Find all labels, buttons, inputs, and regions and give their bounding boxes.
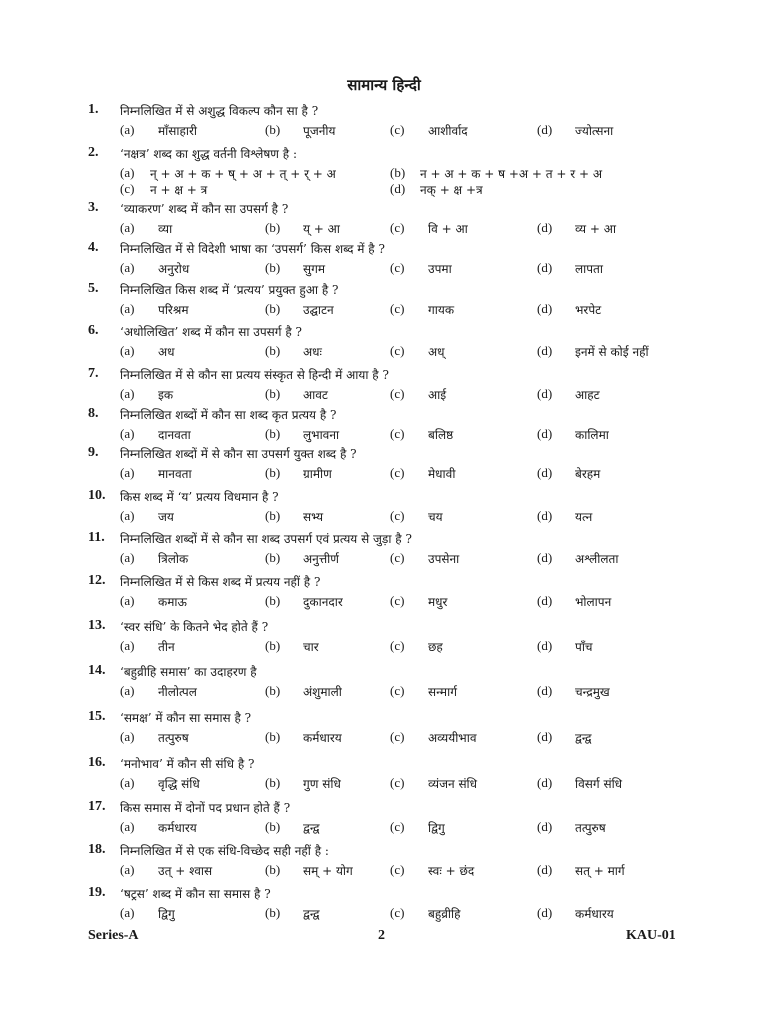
- option-text: बलिष्ठ: [428, 428, 454, 442]
- option-label: (a): [120, 426, 135, 441]
- option-label: (b): [265, 729, 281, 744]
- question-number: 18.: [88, 842, 106, 857]
- option-text: सुगम: [303, 262, 326, 276]
- option-text: अध: [158, 345, 175, 359]
- option-text: अनुरोध: [158, 262, 190, 276]
- option-label: (d): [537, 550, 553, 565]
- option-label: (d): [537, 220, 553, 235]
- option-text: आशीर्वाद: [428, 124, 468, 138]
- question-number: 13.: [88, 618, 106, 633]
- option-label: (d): [537, 638, 553, 653]
- option-label: (d): [537, 729, 553, 744]
- question-text: ‘बहुव्रीहि समास’ का उदाहरण है: [120, 665, 257, 679]
- question-number: 3.: [88, 200, 99, 215]
- option-text: कर्मधारय: [575, 907, 614, 921]
- option-text: त्रिलोक: [158, 552, 189, 566]
- question-text: ‘अधोलिखित’ शब्द में कौन सा उपसर्ग है ?: [120, 325, 302, 339]
- option-text: नीलोत्पल: [158, 685, 197, 699]
- option-label: (a): [120, 343, 135, 358]
- option-label: (a): [120, 465, 135, 480]
- question-text: किस समास में दोनों पद प्रधान होते हैं ?: [120, 801, 291, 815]
- option-text: इनमें से कोई नहीं: [575, 345, 649, 359]
- option-label: (c): [390, 220, 405, 235]
- option-label: (c): [390, 550, 405, 565]
- option-text: भोलापन: [575, 595, 612, 609]
- option-text: अंशुमाली: [303, 685, 342, 699]
- option-text: व्य + आ: [575, 222, 617, 236]
- option-text: तत्पुरुष: [158, 731, 189, 745]
- question-number: 10.: [88, 488, 106, 503]
- option-text: तत्पुरुष: [575, 821, 606, 835]
- option-text: चार: [303, 640, 319, 654]
- option-text: उपसेना: [428, 552, 460, 566]
- option-label: (a): [120, 260, 135, 275]
- option-text: अध्: [428, 345, 445, 359]
- option-label: (a): [120, 386, 135, 401]
- option-label: (a): [120, 220, 135, 235]
- option-label: (d): [537, 905, 553, 920]
- option-text: सभ्य: [303, 510, 324, 524]
- option-text: कालिमा: [575, 428, 609, 442]
- option-label: (c): [390, 775, 405, 790]
- question-text: निम्नलिखित शब्दों में से कौन सा उपसर्ग युक्त शब्द है ?: [120, 447, 357, 461]
- option-label: (d): [537, 465, 553, 480]
- option-label: (b): [265, 683, 281, 698]
- question-text: निम्नलिखित शब्दों में कौन सा शब्द कृत प्रत्यय है ?: [120, 408, 337, 422]
- question-number: 11.: [88, 530, 105, 545]
- option-label: (c): [390, 343, 405, 358]
- question-text: ‘समक्ष’ में कौन सा समास है ?: [120, 711, 252, 725]
- option-text: आवट: [303, 388, 328, 402]
- option-label: (b): [265, 775, 281, 790]
- option-label: (d): [537, 862, 553, 877]
- question-text: ‘षट्रस’ शब्द में कौन सा समास है ?: [120, 887, 271, 901]
- option-label: (a): [120, 508, 135, 523]
- option-label: (c): [390, 426, 405, 441]
- option-text: तीन: [158, 640, 175, 654]
- option-text: आई: [428, 388, 447, 402]
- option-text: वि + आ: [428, 222, 468, 236]
- option-text: दुकानदार: [303, 595, 343, 609]
- option-label: (c): [390, 122, 405, 137]
- option-text: मानवता: [158, 467, 192, 481]
- option-label: (c): [390, 301, 405, 316]
- question-number: 17.: [88, 799, 106, 814]
- option-label: (b): [265, 343, 281, 358]
- question-text: किस शब्द में ‘य’ प्रत्यय विधमान है ?: [120, 490, 279, 504]
- option-label: (a): [120, 122, 135, 137]
- question-text: निम्नलिखित शब्दों में से कौन सा शब्द उपसर्ग एवं प्रत्यय से जुड़ा है ?: [120, 532, 412, 546]
- question-number: 7.: [88, 366, 99, 381]
- option-label: (b): [265, 638, 281, 653]
- option-label: (b): [265, 220, 281, 235]
- option-label: (d): [537, 508, 553, 523]
- option-label: (c): [390, 862, 405, 877]
- option-label: (d): [537, 775, 553, 790]
- question-text: निम्नलिखित में से अशुद्ध विकल्प कौन सा है ?: [120, 104, 319, 118]
- option-label: (c): [390, 638, 405, 653]
- option-text: सम् + योग: [303, 864, 353, 878]
- option-label: (b): [265, 386, 281, 401]
- option-label: (a): [120, 729, 135, 744]
- option-text: व्यंजन संधि: [428, 777, 478, 791]
- option-label: (c): [390, 593, 405, 608]
- question-text: निम्नलिखित में से एक संधि-विच्छेद सही नहीं है :: [120, 844, 329, 858]
- option-text: अधः: [303, 345, 322, 359]
- option-text: जय: [158, 510, 174, 524]
- option-text: न + क्ष + त्र: [150, 183, 208, 197]
- option-label: (b): [265, 862, 281, 877]
- option-text: नक् + क्ष +त्र: [420, 183, 483, 197]
- option-label: (b): [265, 819, 281, 834]
- option-text: द्वन्द्व: [303, 821, 320, 835]
- option-label: (b): [265, 508, 281, 523]
- option-label: (a): [120, 683, 135, 698]
- option-label: (b): [265, 260, 281, 275]
- option-text: भरपेट: [575, 303, 602, 317]
- question-text: ‘मनोभाव’ में कौन सी संधि है ?: [120, 757, 255, 771]
- question-number: 5.: [88, 281, 99, 296]
- option-text: अनुत्तीर्ण: [303, 552, 339, 566]
- option-text: इक: [158, 388, 174, 402]
- question-number: 8.: [88, 406, 99, 421]
- option-text: बेरहम: [575, 467, 601, 481]
- option-text: अव्ययीभाव: [428, 731, 477, 745]
- option-text: यत्न: [575, 510, 593, 524]
- question-text: निम्नलिखित में से किस शब्द में प्रत्यय नहीं है ?: [120, 575, 321, 589]
- option-text: न + अ + क + ष +अ + त + र + अ: [420, 167, 603, 181]
- option-text: गुण संधि: [303, 777, 341, 791]
- option-label: (b): [265, 426, 281, 441]
- option-label: (c): [120, 181, 135, 196]
- option-text: माँसाहारी: [158, 124, 198, 138]
- option-text: ज्योत्सना: [575, 124, 614, 138]
- option-label: (c): [390, 819, 405, 834]
- option-text: परिश्रम: [158, 303, 189, 317]
- option-label: (b): [265, 550, 281, 565]
- option-text: न् + अ + क + ष् + अ + त् + र् + अ: [150, 167, 336, 181]
- option-label: (a): [120, 165, 135, 180]
- option-text: आहट: [575, 388, 600, 402]
- option-label: (b): [265, 301, 281, 316]
- question-text: निम्नलिखित किस शब्द में ‘प्रत्यय’ प्रयुक्त हुआ है ?: [120, 283, 339, 297]
- option-label: (c): [390, 905, 405, 920]
- option-text: पूजनीय: [303, 124, 336, 138]
- footer-series: Series-A: [88, 928, 139, 943]
- question-number: 6.: [88, 323, 99, 338]
- option-label: (d): [537, 260, 553, 275]
- option-label: (b): [265, 465, 281, 480]
- option-text: कर्मधारय: [303, 731, 342, 745]
- option-text: सत् + मार्ग: [575, 864, 625, 878]
- option-text: चय: [428, 510, 443, 524]
- option-label: (b): [265, 593, 281, 608]
- question-number: 4.: [88, 240, 99, 255]
- option-label: (b): [265, 122, 281, 137]
- option-text: उपमा: [428, 262, 452, 276]
- option-text: व्या: [158, 222, 173, 236]
- option-text: द्विगु: [158, 907, 175, 921]
- footer-page-number: 2: [378, 928, 385, 943]
- option-text: कर्मधारय: [158, 821, 197, 835]
- question-number: 16.: [88, 755, 106, 770]
- option-text: ग्रामीण: [303, 467, 332, 481]
- page-title: सामान्य हिन्दी: [347, 76, 421, 94]
- option-text: छह: [428, 640, 443, 654]
- option-label: (a): [120, 550, 135, 565]
- option-label: (d): [537, 683, 553, 698]
- option-text: द्वन्द्व: [303, 907, 320, 921]
- option-label: (a): [120, 638, 135, 653]
- option-label: (a): [120, 775, 135, 790]
- option-label: (b): [265, 905, 281, 920]
- option-label: (d): [537, 301, 553, 316]
- option-label: (a): [120, 301, 135, 316]
- question-text: निम्नलिखित में से कौन सा प्रत्यय संस्कृत से हिन्दी में आया है ?: [120, 368, 389, 382]
- option-text: स्वः + छंद: [428, 864, 475, 878]
- option-text: मेधावी: [428, 467, 456, 481]
- option-text: चन्द्रमुख: [575, 685, 610, 699]
- option-label: (a): [120, 862, 135, 877]
- option-text: य् + आ: [303, 222, 340, 236]
- question-text: ‘स्वर संधि’ के कितने भेद होते हैं ?: [120, 620, 269, 634]
- question-number: 1.: [88, 102, 99, 117]
- option-label: (b): [390, 165, 406, 180]
- option-text: सन्मार्ग: [428, 685, 457, 699]
- option-text: वृद्धि संधि: [158, 777, 200, 791]
- question-number: 12.: [88, 573, 106, 588]
- option-text: लुभावना: [303, 428, 340, 442]
- option-label: (d): [537, 819, 553, 834]
- option-label: (c): [390, 683, 405, 698]
- option-label: (c): [390, 729, 405, 744]
- option-label: (d): [537, 343, 553, 358]
- option-label: (d): [390, 181, 406, 196]
- question-number: 19.: [88, 885, 106, 900]
- option-label: (a): [120, 819, 135, 834]
- option-text: उत् + श्वास: [158, 864, 213, 878]
- option-text: दानवता: [158, 428, 191, 442]
- option-text: विसर्ग संधि: [575, 777, 623, 791]
- question-number: 2.: [88, 145, 99, 160]
- option-text: बहुव्रीहि: [428, 907, 461, 921]
- question-text: ‘नक्षत्र’ शब्द का शुद्ध वर्तनी विश्लेषण है :: [120, 147, 297, 161]
- question-number: 9.: [88, 445, 99, 460]
- option-label: (d): [537, 122, 553, 137]
- option-label: (a): [120, 593, 135, 608]
- question-text: निम्नलिखित में से विदेशी भाषा का ‘उपसर्ग’ किस शब्द में है ?: [120, 242, 385, 256]
- option-text: गायक: [428, 303, 455, 317]
- option-text: कमाऊ: [158, 595, 187, 609]
- option-label: (d): [537, 386, 553, 401]
- footer-paper-code: KAU-01: [626, 928, 676, 943]
- question-text: ‘व्याकरण’ शब्द में कौन सा उपसर्ग है ?: [120, 202, 289, 216]
- option-label: (d): [537, 426, 553, 441]
- question-number: 14.: [88, 663, 106, 678]
- option-label: (c): [390, 508, 405, 523]
- question-number: 15.: [88, 709, 106, 724]
- option-label: (a): [120, 905, 135, 920]
- option-label: (d): [537, 593, 553, 608]
- option-text: मधुर: [428, 595, 448, 609]
- option-label: (c): [390, 386, 405, 401]
- option-label: (c): [390, 260, 405, 275]
- option-text: उद्घाटन: [303, 303, 334, 317]
- option-text: अश्लीलता: [575, 552, 619, 566]
- option-label: (c): [390, 465, 405, 480]
- option-text: द्वन्द्व: [575, 731, 592, 745]
- option-text: लापता: [575, 262, 604, 276]
- option-text: द्विगु: [428, 821, 445, 835]
- option-text: पाँच: [575, 640, 593, 654]
